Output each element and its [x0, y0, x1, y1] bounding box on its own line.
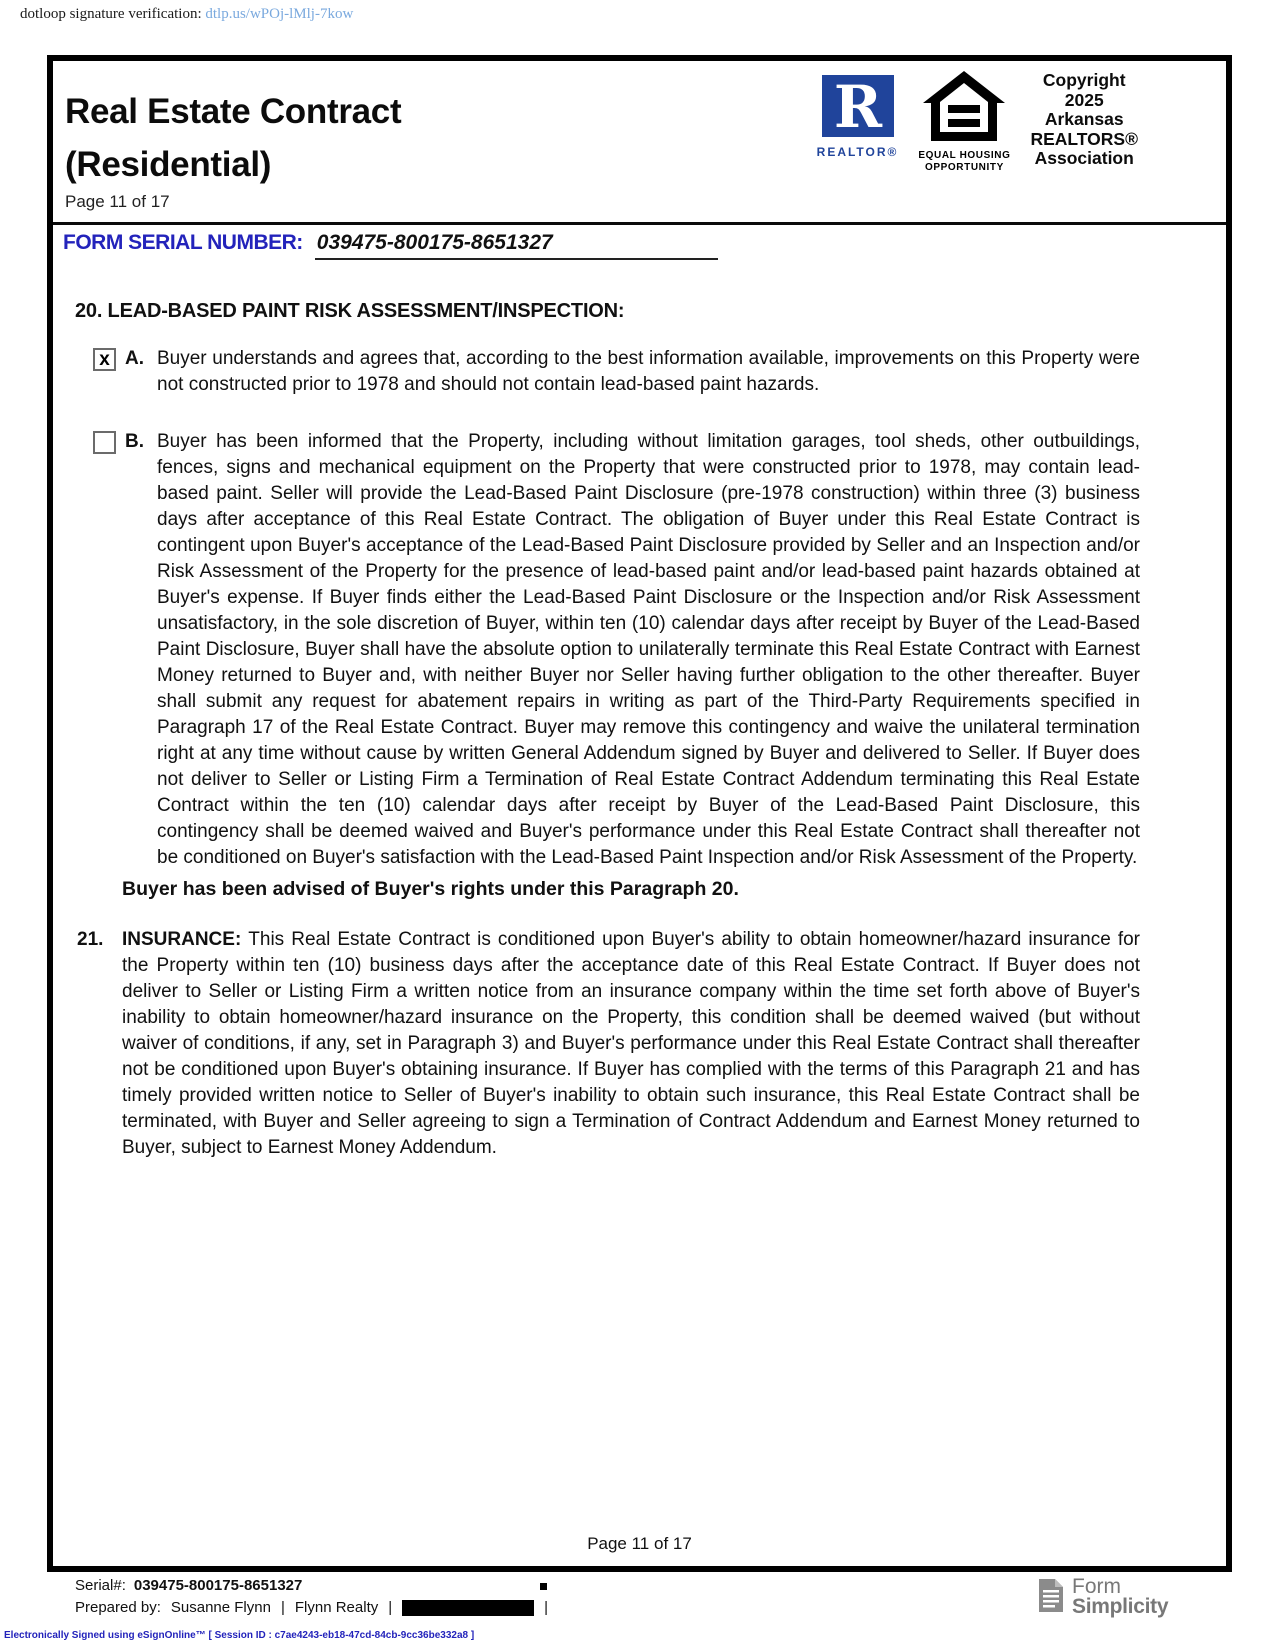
dotloop-verification-line — [20, 6, 353, 23]
footer-serial-label: Serial#: — [75, 1577, 126, 1594]
checkbox-a-mark: x — [99, 348, 110, 370]
item-b-letter: B. — [125, 431, 144, 452]
esign-session-line: Electronically Signed using eSignOnline™ [ Session ID : c7ae4243-eb18-47cd-84cb-9cc36be332a8 ] — [4, 1630, 475, 1641]
item-b-text: Buyer has been informed that the Property, including without limitation garages, tool sheds, other outbuildings, fences, signs and mechanical equipment on the Property that were constructed prior to 1978, may contain lead-based paint. Seller will provide the Lead-Based Paint Disclosure (pre-1978 construction) within three (3) business days after acceptance of this Real Estate Contract. The obligation of Buyer under this Real Estate Contract is contingent upon Buyer's acceptance of the Lead-Based Paint Disclosure provided by Seller and an Inspection and/or Risk Assessment of the Property for the presence of lead-based paint and/or lead-based paint hazards obtained at Buyer's expense. If Buyer finds either the Lead-Based Paint Disclosure or the Inspection and/or Risk Assessment unsatisfactory, in the sole discretion of Buyer, within ten (10) calendar days after receipt by Buyer of the Lead-Based Paint Disclosure, Buyer shall have the absolute option to unilaterally terminate this Real Estate Contract with Earnest Money returned to Buyer and, with neither Buyer nor Seller having further obligation to the other thereafter. Buyer shall submit any request for abatement repairs in writing as part of the Third-Party Requirements specified in Paragraph 17 of the Real Estate Contract. Buyer may remove this contingency and waive the unilateral termination right at any time without cause by written General Addendum signed by Buyer and delivered to Seller. If Buyer does not deliver to Seller or Listing Firm a Termination of Real Estate Contract Addendum terminating this Real Estate Contract within the ten (10) calendar days after receipt by Buyer of the Lead-Based Paint Disclosure, this contingency shall be deemed waived and Buyer's performance under this Real Estate Contract shall thereafter not be conditioned on Buyer's satisfaction with the Lead-Based Paint Inspection and/or Risk Assessment of the Property. — [157, 431, 1140, 868]
form-serial-field — [315, 231, 718, 260]
copyright-org: REALTORS® — [1030, 128, 1138, 149]
document-page-number: Page 11 of 17 — [587, 1534, 692, 1553]
section-21-number: 21. — [77, 929, 104, 950]
document-header — [53, 61, 1226, 225]
verification-link[interactable]: dtlp.us/wPOj-lMlj-7kow — [205, 6, 354, 22]
prepared-by-label: Prepared by: — [75, 1599, 161, 1616]
item-a-text: Buyer understands and agrees that, according to the best information available, improvements on this Property were not constructed prior to 1978 and should not contain lead-based paint hazards. — [157, 348, 1140, 395]
copyright-year: 2025 — [1064, 89, 1104, 110]
section-21-text — [122, 927, 1140, 1161]
footer-serial-line — [75, 1577, 302, 1594]
form-simplicity-logo — [1037, 1577, 1168, 1617]
form-serial-value: 039475-800175-8651327 — [316, 231, 553, 254]
section-21 — [75, 927, 1140, 1161]
section-20-item-b — [75, 429, 1140, 871]
brokerage-name: Flynn Realty — [294, 1599, 379, 1616]
section-21-paragraph: This Real Estate Contract is conditioned upon Buyer's ability to obtain homeowner/hazard insurance for the Property within ten (10) business days after the acceptance date of this Real Estate Contract. If Buyer does not deliver to Seller or Listing Firm a written notice from an insurance company within the time set forth above of Buyer's inability to obtain homeowner/hazard insurance on the Property, this condition shall be deemed waived (but without waiver of conditions, if any, set in Paragraph 3) and Buyer's performance under this Real Estate Contract shall thereafter not be conditioned upon Buyer's obtaining insurance. If Buyer has complied with the terms of this Paragraph 21 and has timely provided written notice to Seller of Buyer's inability to obtain such insurance, this Real Estate Contract shall be terminated, with Buyer and Seller agreeing to sign a Termination of Contract Addendum and Earnest Money returned to Buyer, subject to Earnest Money Addendum. — [122, 929, 1140, 1158]
section-20-item-a — [75, 346, 1140, 398]
separator: | — [280, 1599, 285, 1616]
verification-label: dotloop signature verification: — [20, 6, 202, 22]
document-body — [53, 272, 1226, 1161]
header-logos — [817, 69, 1138, 174]
prepared-by-name: Susanne Flynn — [170, 1599, 271, 1616]
section-20-heading: 20. LEAD-BASED PAINT RISK ASSESSMENT/INSPECTION: — [75, 300, 625, 322]
copyright-assoc: Association — [1034, 148, 1134, 168]
form-simplicity-line1: Form — [1072, 1575, 1121, 1598]
title-line-2: (Residential) — [65, 145, 272, 184]
checkbox-b-unchecked[interactable] — [93, 431, 116, 454]
realtor-r-icon — [822, 75, 894, 137]
form-serial-row — [53, 225, 1226, 272]
equal-housing-house-icon — [919, 69, 1009, 145]
form-simplicity-line2: Simplicity — [1072, 1595, 1169, 1618]
form-simplicity-wordmark — [1072, 1577, 1168, 1617]
checkbox-a-checked[interactable] — [93, 348, 116, 371]
footer-prepared-line — [75, 1599, 548, 1616]
copyright-block — [1030, 69, 1138, 169]
footer-serial-value: 039475-800175-8651327 — [133, 1577, 303, 1594]
header-page-number: Page 11 of 17 — [65, 192, 170, 211]
realtor-logo-label: REALTOR® — [816, 145, 899, 159]
buyer-rights-advisory: Buyer has been advised of Buyer's rights under this Paragraph 20. — [122, 878, 739, 900]
redacted-contact-info — [402, 1600, 534, 1616]
form-serial-label: FORM SERIAL NUMBER: — [63, 231, 303, 254]
realtor-logo — [817, 75, 899, 159]
equal-housing-label: EQUAL HOUSING OPPORTUNITY — [918, 150, 1011, 173]
document-title — [65, 85, 401, 191]
title-block — [65, 85, 401, 212]
form-simplicity-document-icon — [1037, 1577, 1065, 1614]
copyright-state: Arkansas — [1044, 109, 1124, 129]
contract-document — [47, 55, 1232, 1572]
separator: | — [544, 1599, 549, 1616]
section-21-label: INSURANCE: — [122, 929, 242, 950]
equal-housing-logo — [918, 69, 1010, 174]
copyright-line: Copyright — [1042, 70, 1126, 90]
svg-text:R: R — [833, 75, 882, 137]
item-a-letter: A. — [125, 348, 144, 369]
title-line-1: Real Estate Contract — [65, 92, 402, 131]
bullet-marker — [540, 1583, 547, 1590]
separator: | — [388, 1599, 393, 1616]
